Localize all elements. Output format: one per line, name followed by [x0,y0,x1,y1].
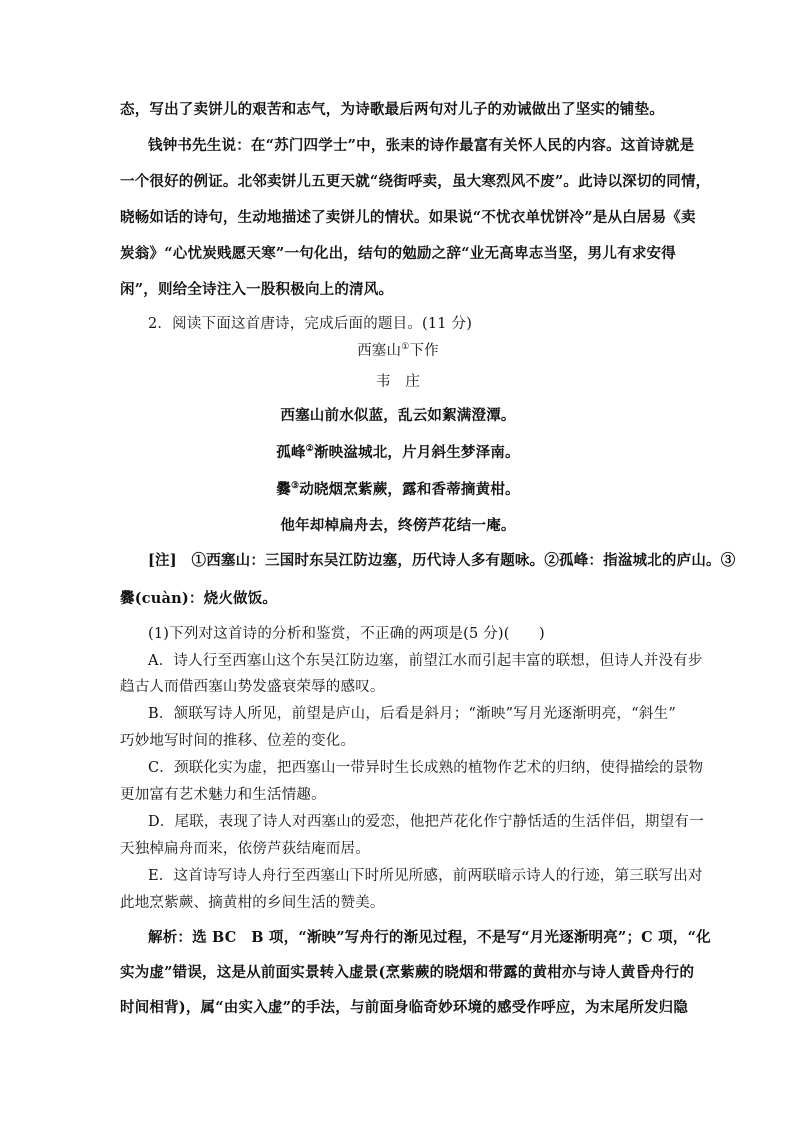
option-e-line-2: 此地烹紫蕨、摘黄柑的乡间生活的赞美。 [120,895,385,911]
poem-verse-3-end: 动晓烟烹紫蕨，露和香蒂摘黄柑。 [299,481,520,498]
option-b-line-2: 巧妙地写时间的推移、位差的变化。 [120,733,356,749]
poem-verse-2-note: ② [305,444,314,455]
poem-verse-3 [120,480,676,500]
para1-line-1: 态，写出了卖饼儿的艰苦和志气，为诗歌最后两句对儿子的劝诫做出了坚实的铺垫。 [120,101,664,118]
option-d-line-2: 天独棹扁舟而来，依傍芦荻结庵而居。 [120,841,370,857]
para2-line-3: 晓畅如话的诗句，生动地描述了卖饼儿的情状。如果说“不忧衣单忧饼冷”是从白居易《卖 [120,209,696,226]
poem-verse-3-note: ③ [290,481,300,492]
subquestion-1-stem: (1)下列对这首诗的分析和鉴赏，不正确的两项是(5 分)( ) [148,626,545,642]
poem-verse-2-start: 孤峰 [276,444,306,461]
para2-line-2: 一个很好的例证。北邻卖饼儿五更天就“绕街呼卖，虽大寒烈风不废”。此诗以深切的同情， [120,173,711,190]
option-a-line-2: 趋古人而借西塞山势发盛衰荣辱的感叹。 [120,679,385,695]
poem-author: 韦 庄 [375,374,421,390]
para2-line-1: 钱钟书先生说：在“苏门四学士”中，张耒的诗作最富有关怀人民的内容。这首诗就是 [148,137,695,154]
poem-verse-2-end: 渐映湓城北，片月斜生梦泽南。 [313,444,520,461]
option-c-line-1: C．颈联化实为虚，把西塞山一带异时生长成熟的植物作艺术的归纳，使得描绘的景物 [148,760,704,776]
poem-verse-3-start: 爨 [276,481,291,498]
poem-title-note: ① [401,342,410,353]
analysis-line-2: 实为虚”错误，这是从前面实景转入虚景(烹紫蕨的晓烟和带露的黄柑亦与诗人黄昏舟行的 [120,964,695,981]
option-a-line-1: A．诗人行至西塞山这个东吴江防边塞，前望江水而引起丰富的联想，但诗人并没有步 [148,653,703,669]
option-d-line-1: D．尾联，表现了诗人对西塞山的爱恋，他把芦花化作宁静恬适的生活伴侣，期望有一 [148,814,704,830]
analysis-line-3: 时间相背)，属“由实入虚”的手法，与前面身临奇妙环境的感受作呼应，为末尾所发归隐 [120,999,689,1016]
poem-verse-4: 他年却棹扁舟去，终傍芦花结一庵。 [280,517,516,534]
option-b-line-1: B．颔联写诗人所见，前望是庐山，后看是斜月；“渐映”写月光逐渐明亮，“斜生” [148,706,676,722]
question2-intro: 2．阅读下面这首唐诗，完成后面的题目。(11 分) [148,316,473,332]
option-c-line-2: 更加富有艺术魅力和生活情趣。 [120,787,326,803]
poem-title-suffix: 下作 [409,343,439,359]
notes-line-1: [注] ①西塞山：三国时东吴江防边塞，历代诗人多有题咏。②孤峰：指湓城北的庐山。③ [148,552,736,569]
notes-line-2: 爨(cuàn)：烧火做饭。 [120,590,278,607]
poem-verse-2 [120,443,676,463]
poem-title-text: 西塞山 [357,343,402,359]
analysis-line-1: 解析：选 BC B 项，“渐映”写舟行的渐见过程，不是写“月光逐渐明亮”；C 项，“化 [148,929,711,946]
para2-line-5: 闲”，则给全诗注入一股积极向上的清风。 [120,281,394,298]
para2-line-4: 炭翁》“心忧炭贱愿天寒”一句化出，结句的勉励之辞“业无高卑志当坚，男儿有求安得 [120,245,676,262]
poem-verse-1: 西塞山前水似蓝，乱云如絮满澄潭。 [280,407,516,424]
option-e-line-1: E．这首诗写诗人舟行至西塞山下时所见所感，前两联暗示诗人的行迹，第三联写出对 [148,868,703,884]
poem-title [120,341,676,361]
